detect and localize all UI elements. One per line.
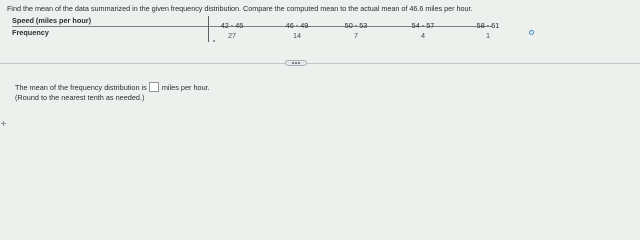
frequency-1: 27	[227, 31, 237, 40]
speed-class-1: 42 - 45	[220, 21, 244, 30]
frequency-4: 4	[420, 31, 426, 40]
crosshair-cursor-icon	[1, 121, 6, 126]
speed-class-4: 54 - 57	[411, 21, 435, 30]
expand-circle-icon[interactable]	[529, 30, 534, 35]
stray-mark	[213, 40, 215, 42]
speed-class-2: 46 - 49	[285, 21, 309, 30]
rounding-note: (Round to the nearest tenth as needed.)	[15, 93, 145, 102]
more-dots-icon[interactable]	[285, 60, 307, 66]
answer-prefix: The mean of the frequency distribution is	[15, 82, 147, 92]
frequency-3: 7	[353, 31, 359, 40]
table-column-rule	[208, 16, 209, 42]
section-divider	[0, 63, 640, 64]
frequency-row-header: Frequency	[12, 28, 49, 37]
answer-line	[15, 82, 210, 92]
frequency-5: 1	[485, 31, 491, 40]
question-prompt: Find the mean of the data summarized in the given frequency distribution. Compare the computed mean to the actual mean of 46.6 miles per hour.	[7, 4, 473, 13]
frequency-2: 14	[292, 31, 302, 40]
speed-class-5: 58 - 61	[476, 21, 500, 30]
speed-class-3: 50 - 53	[344, 21, 368, 30]
answer-suffix: miles per hour.	[161, 82, 210, 92]
speed-row-header: Speed (miles per hour)	[12, 16, 92, 25]
frequency-table	[12, 16, 602, 44]
answer-input[interactable]	[149, 82, 159, 92]
